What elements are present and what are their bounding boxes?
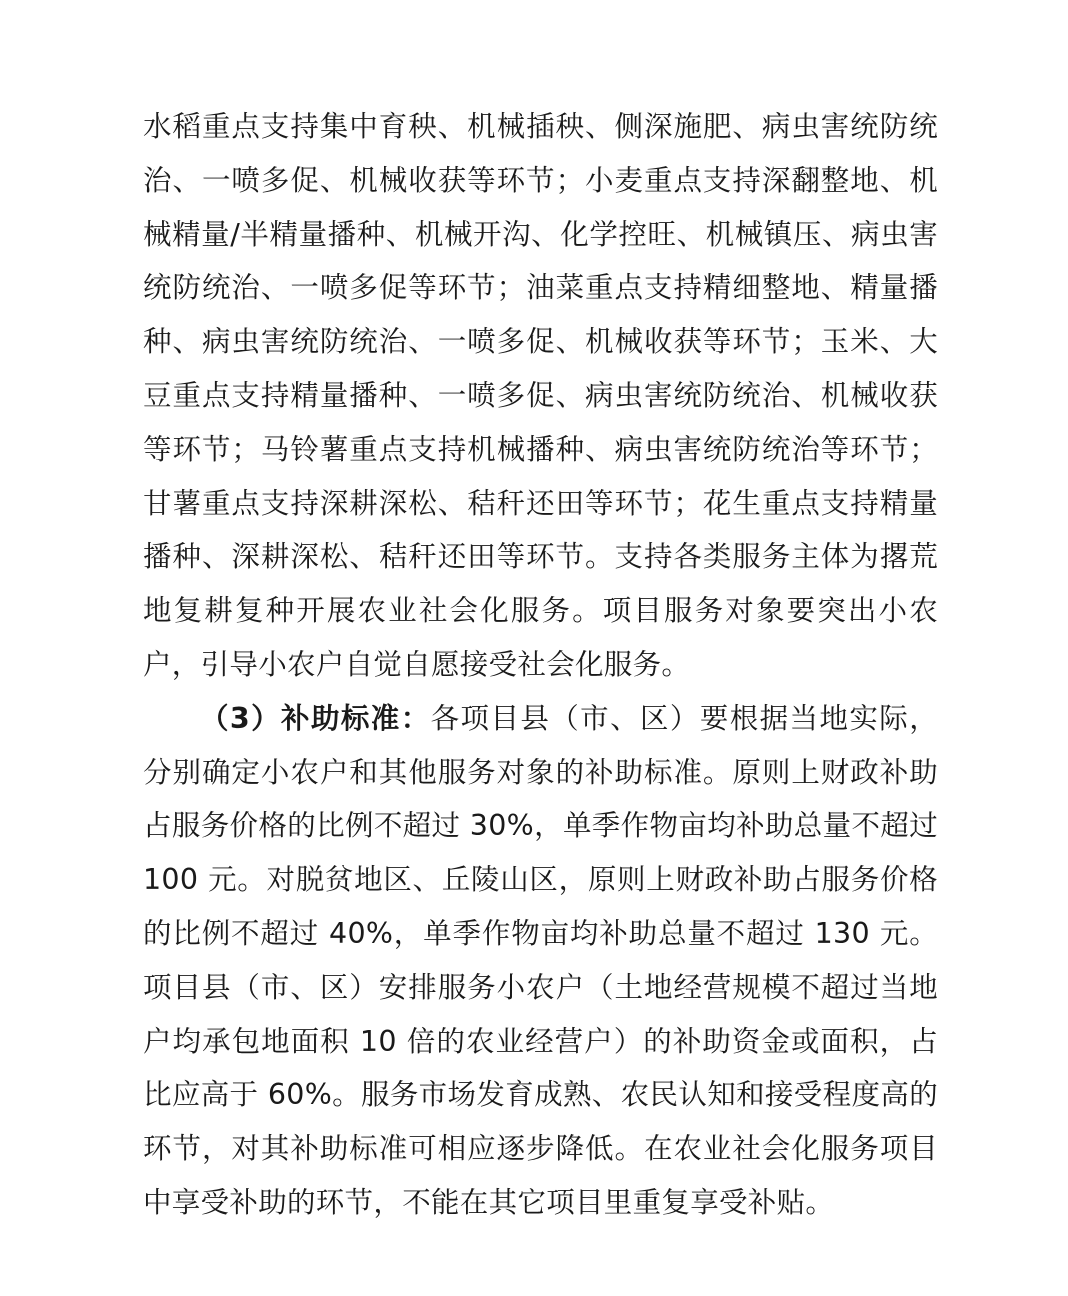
paragraph-crop-support: 水稻重点支持集中育秧、机械插秧、侧深施肥、病虫害统防统治、一喷多促、机械收获等环节；小麦重点支持深翻整地、机械精量/半精量播种、机械开沟、化学控旺、机械镇压、病虫害统防统治、一喷多促等环节；油菜重点支持精细整地、精量播种、病虫害统防统治、一喷多促、机械收获等环节；玉米、大豆重点支持精量播种、一喷多促、病虫害统防统治、机械收获等环节；马铃薯重点支持机械播种、病虫害统防统治等环节；甘薯重点支持深耕深松、秸秆还田等环节；花生重点支持精量播种、深耕深松、秸秆还田等环节。支持各类服务主体为撂荒地复耕复种开展农业社会化服务。项目服务对象要突出小农户，引导小农户自觉自愿接受社会化服务。 [143, 110, 938, 681]
document-page [143, 100, 938, 1230]
paragraph-subsidy-standard-body: 各项目县（市、区）要根据当地实际，分别确定小农户和其他服务对象的补助标准。原则上财政补助占服务价格的比例不超过 30%，单季作物亩均补助总量不超过 100 元。对脱贫地区、丘陵山区，原则上财政补助占服务价格的比例不超过 40%，单季作物亩均补助总量不超过 130 元。项目县（市、区）安排服务小农户（土地经营规模不超过当地户均承包地面积 10 倍的农业经营户）的补助资金或面积，占比应高于 60%。服务市场发育成熟、农民认知和接受程度高的环节，对其补助标准可相应逐步降低。在农业社会化服务项目中享受补助的环节，不能在其它项目里重复享受补贴。 [143, 701, 938, 1219]
paragraph-subsidy-standard [143, 692, 938, 1230]
section-heading-subsidy-standard: （3）补助标准： [200, 701, 431, 735]
